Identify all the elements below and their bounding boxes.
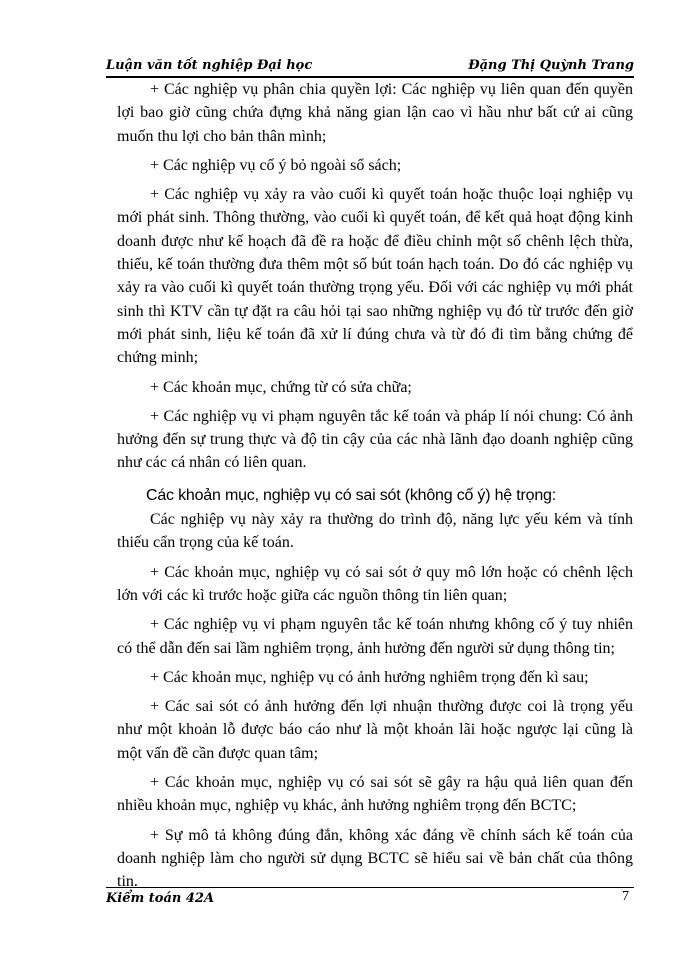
- paragraph: + Các khoản mục, nghiệp vụ có sai sót sẽ gây ra hậu quả liên quan đến nhiều khoản mục, nghiệp vụ khác, ảnh hưởng nghiêm trọng đến BCTC;: [117, 774, 633, 815]
- footer-class-label: Kiểm toán 42A: [106, 891, 215, 906]
- paragraph: + Các nghiệp vụ cố ý bỏ ngoài sổ sách;: [150, 156, 402, 174]
- page-number: 7: [622, 889, 629, 904]
- section-heading: Các khoản mục, nghiệp vụ có sai sót (không cố ý) hệ trọng:: [146, 486, 556, 504]
- paragraph: + Các nghiệp vụ vi phạm nguyên tắc kế toán và pháp lí nói chung: Có ảnh hưởng đến sự trung thực và độ tin cậy của các nhà lãnh đạo doanh nghiệp cũng như các cá nhân có liên quan.: [117, 407, 633, 472]
- paragraph: + Các khoản mục, nghiệp vụ có ảnh hưởng nghiêm trọng đến kì sau;: [150, 668, 589, 686]
- paragraph: Các nghiệp vụ này xảy ra thường do trình độ, năng lực yếu kém và tính thiếu cẩn trọng của kế toán.: [117, 511, 633, 552]
- page-body: [117, 78, 633, 894]
- paragraph: + Sự mô tả không đúng đắn, không xác đáng về chính sách kế toán của doanh nghiệp làm cho người sử dụng BCTC sẽ hiểu sai về bản chất của thông tin.: [117, 826, 633, 891]
- paragraph: + Các sai sót có ảnh hưởng đến lợi nhuận thường được coi là trọng yếu như một khoản lỗ được báo cáo như là một khoản lãi hoặc ngược lại cũng là một vấn đề cần được quan tâm;: [117, 698, 633, 762]
- page-header: [106, 58, 634, 78]
- paragraph: + Các nghiệp vụ xảy ra vào cuối kì quyết toán hoặc thuộc loại nghiệp vụ mới phát sinh. Thông thường, vào cuối kì quyết toán, để kết quả hoạt động kinh doanh được như kế hoạch đã đề ra hoặc để điều chỉnh một số chênh lệch thừa, thiếu, kế toán thường đưa thêm một số bút toán hạch toán. Do đó các nghiệp vụ xảy ra vào cuối kì quyết toán thường trọng yếu. Đối với các nghiệp vụ mới phát sinh thì KTV cần tự đặt ra câu hỏi tại sao những nghiệp vụ đó từ trước đến giờ mới phát sinh, liệu kế toán đã xử lí đúng chưa và từ đó đi tìm bằng chứng để chứng minh;: [117, 186, 633, 367]
- paragraph: + Các nghiệp vụ phân chia quyền lợi: Các nghiệp vụ liên quan đến quyền lợi bao giờ cũng chứa đựng khả năng gian lận cao vì hầu như bất cứ ai cũng muốn thu lợi cho bản thân mình;: [117, 81, 633, 145]
- header-author-name: Đặng Thị Quỳnh Trang: [468, 58, 634, 73]
- header-thesis-title: Luận văn tốt nghiệp Đại học: [106, 58, 313, 73]
- paragraph: + Các nghiệp vụ vi phạm nguyên tắc kế toán nhưng không cố ý tuy nhiên có thể dẫn đến sai lầm nghiêm trọng, ảnh hưởng đến người sử dụng thông tin;: [117, 616, 633, 657]
- paragraph: + Các khoản mục, chứng từ có sửa chữa;: [150, 378, 412, 396]
- paragraph: + Các khoản mục, nghiệp vụ có sai sót ở quy mô lớn hoặc có chênh lệch lớn với các kì trước hoặc giữa các nguồn thông tin liên quan;: [117, 563, 633, 604]
- footer-divider: [106, 887, 634, 888]
